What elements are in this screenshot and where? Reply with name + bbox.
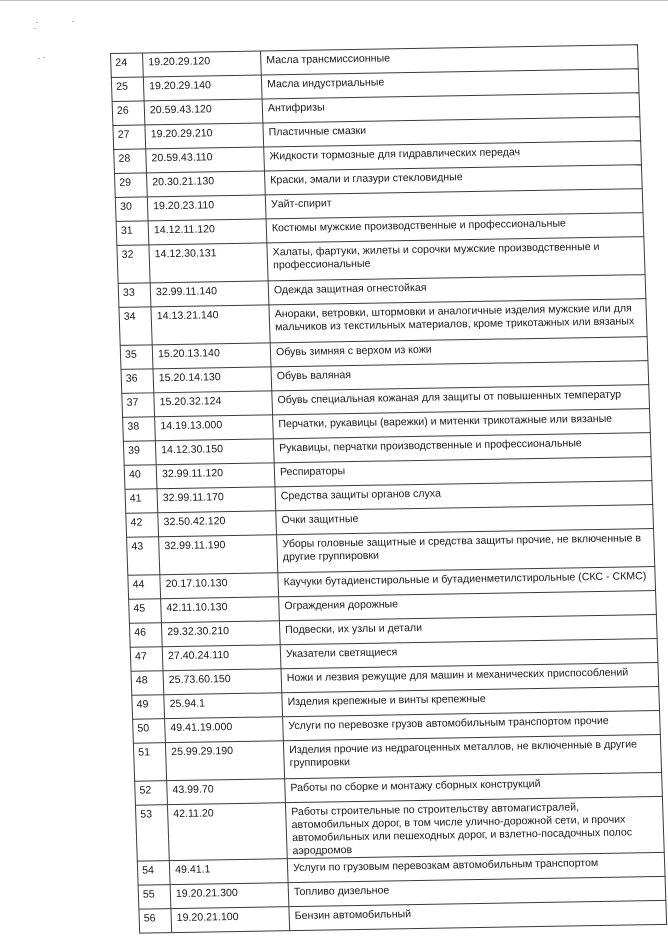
scan-speck bbox=[43, 57, 45, 58]
scan-speck bbox=[38, 58, 40, 59]
scan-speck bbox=[36, 22, 38, 23]
row-number-cell: 47 bbox=[130, 647, 163, 672]
row-number-cell: 30 bbox=[115, 197, 148, 222]
item-name-cell: Работы строительные по строительству автомагистралей, автомобильных дорог, в том числе улично-дорожной сети, и прочих автомобильных или пешеходных дорог, и взлетно-посадочных полос аэродромов bbox=[285, 796, 664, 858]
row-number-cell: 50 bbox=[133, 719, 166, 744]
okpd-code-cell: 14.13.21.140 bbox=[151, 305, 270, 345]
item-name-cell: Изделия крепежные и винты крепежные bbox=[282, 686, 660, 716]
item-name-cell: Уайт-спирит bbox=[265, 189, 643, 219]
okpd-code-cell: 42.11.20 bbox=[167, 803, 287, 861]
page-edge bbox=[0, 0, 668, 1]
row-number-cell: 45 bbox=[129, 599, 162, 624]
row-number-cell: 53 bbox=[135, 805, 169, 862]
okpd-code-cell: 43.99.70 bbox=[167, 779, 286, 805]
okpd-code-cell: 25.99.29.190 bbox=[165, 741, 284, 781]
row-number-cell: 49 bbox=[132, 695, 165, 720]
row-number-cell: 33 bbox=[118, 283, 151, 308]
row-number-cell: 44 bbox=[128, 575, 161, 600]
row-number-cell: 40 bbox=[124, 465, 157, 490]
okpd-code-cell: 14.12.11.120 bbox=[148, 219, 267, 245]
okpd-code-cell: 20.30.21.130 bbox=[146, 171, 265, 197]
okpd-code-cell: 19.20.29.210 bbox=[145, 123, 264, 149]
row-number-cell: 24 bbox=[111, 53, 144, 78]
table-row bbox=[135, 796, 664, 861]
row-number-cell: 55 bbox=[138, 885, 171, 910]
okpd-code-cell: 15.20.32.124 bbox=[154, 391, 273, 417]
okpd-code-cell: 27.40.24.110 bbox=[162, 645, 281, 671]
item-name-cell: Обувь зимняя с верхом из кожи bbox=[270, 337, 648, 367]
row-number-cell: 25 bbox=[111, 77, 144, 102]
row-number-cell: 26 bbox=[112, 101, 145, 126]
okpd-code-cell: 19.20.29.140 bbox=[143, 75, 262, 101]
row-number-cell: 35 bbox=[120, 345, 153, 370]
item-name-cell: Халаты, фартуки, жилеты и сорочки мужские производственные и профессиональные bbox=[267, 237, 645, 281]
item-name-cell: Анораки, ветровки, штормовки и аналогичные изделия мужские или для мальчиков из текстильных материалов, кроме трикотажных или вязаных bbox=[269, 299, 647, 343]
row-number-cell: 56 bbox=[139, 909, 172, 934]
row-number-cell: 54 bbox=[137, 861, 170, 886]
okpd-code-cell: 20.17.10.130 bbox=[160, 573, 279, 599]
item-name-cell: Ножи и лезвия режущие для машин и механических приспособлений bbox=[281, 662, 659, 692]
okpd-code-cell: 19.20.21.100 bbox=[171, 907, 290, 933]
row-number-cell: 36 bbox=[121, 369, 154, 394]
item-name-cell: Очки защитные bbox=[276, 505, 654, 535]
okpd-code-cell: 14.19.13.000 bbox=[155, 415, 274, 441]
table-body bbox=[111, 45, 667, 933]
row-number-cell: 27 bbox=[113, 125, 146, 150]
item-name-cell: Каучуки бутадиенстирольные и бутадиенметилстирольные (СКС - СКМС) bbox=[278, 567, 656, 597]
item-name-cell: Масла индустриальные bbox=[261, 69, 639, 99]
item-name-cell: Топливо дизельное bbox=[288, 876, 666, 906]
row-number-cell: 28 bbox=[114, 149, 147, 174]
row-number-cell: 39 bbox=[123, 441, 156, 466]
okpd-code-cell: 42.11.10.130 bbox=[161, 597, 280, 623]
item-name-cell: Услуги по перевозке грузов автомобильным транспортом прочие bbox=[283, 710, 661, 740]
row-number-cell: 41 bbox=[125, 489, 158, 514]
row-number-cell: 52 bbox=[135, 781, 168, 806]
okpd-code-cell: 32.99.11.190 bbox=[159, 535, 278, 575]
okpd-code-cell: 19.20.23.110 bbox=[147, 195, 266, 221]
item-name-cell: Рукавицы, перчатки производственные и профессиональные bbox=[273, 433, 651, 463]
item-name-cell: Указатели светящиеся bbox=[280, 639, 658, 669]
item-name-cell: Услуги по грузовым перевозкам автомобильным транспортом bbox=[287, 852, 665, 882]
row-number-cell: 37 bbox=[122, 393, 155, 418]
scan-speck bbox=[72, 21, 74, 22]
item-name-cell: Антифризы bbox=[262, 93, 640, 123]
item-name-cell: Пластичные смазки bbox=[263, 117, 641, 147]
okpd-code-cell: 20.59.43.110 bbox=[146, 147, 265, 173]
document-table-container bbox=[110, 44, 667, 933]
okpd-code-cell: 14.12.30.131 bbox=[149, 243, 268, 283]
item-name-cell: Обувь валяная bbox=[271, 361, 649, 391]
row-number-cell: 46 bbox=[129, 623, 162, 648]
item-name-cell: Масла трансмиссионные bbox=[260, 45, 638, 75]
row-number-cell: 31 bbox=[116, 221, 149, 246]
item-name-cell: Работы по сборке и монтажу сборных конструкций bbox=[285, 772, 663, 802]
row-number-cell: 48 bbox=[131, 671, 164, 696]
item-name-cell: Костюмы мужские производственные и профессиональные bbox=[266, 213, 644, 243]
row-number-cell: 51 bbox=[133, 743, 166, 782]
item-name-cell: Жидкости тормозные для гидравлических передач bbox=[264, 141, 642, 171]
okpd-code-cell: 29.32.30.210 bbox=[161, 621, 280, 647]
row-number-cell: 42 bbox=[126, 513, 159, 538]
row-number-cell: 34 bbox=[119, 307, 152, 346]
item-name-cell: Средства защиты органов слуха bbox=[275, 481, 653, 511]
okpd-code-cell: 32.99.11.140 bbox=[150, 281, 269, 307]
row-number-cell: 32 bbox=[117, 245, 150, 284]
row-number-cell: 38 bbox=[123, 417, 156, 442]
okpd-code-cell: 15.20.14.130 bbox=[153, 367, 272, 393]
item-name-cell: Обувь специальная кожаная для защиты от повышенных температур bbox=[272, 385, 650, 415]
item-name-cell: Подвески, их узлы и детали bbox=[279, 615, 657, 645]
okpd-code-cell: 49.41.19.000 bbox=[165, 717, 284, 743]
item-name-cell: Респираторы bbox=[274, 457, 652, 487]
okpd-code-cell: 14.12.30.150 bbox=[155, 439, 274, 465]
okpd-code-cell: 19.20.29.120 bbox=[143, 51, 262, 77]
item-name-cell: Уборы головные защитные и средства защиты прочие, не включенные в другие группировки bbox=[277, 529, 655, 573]
item-name-cell: Перчатки, рукавицы (варежки) и митенки трикотажные или вязаные bbox=[273, 409, 651, 439]
okpd-code-cell: 25.94.1 bbox=[164, 693, 283, 719]
okpd-code-cell: 15.20.13.140 bbox=[152, 343, 271, 369]
okpd-code-cell: 32.99.11.170 bbox=[157, 487, 276, 513]
item-name-cell: Краски, эмали и глазури стекловидные bbox=[264, 165, 642, 195]
okpd-code-cell: 32.99.11.120 bbox=[156, 463, 275, 489]
okpd-codes-table bbox=[110, 44, 667, 933]
item-name-cell: Одежда защитная огнестойкая bbox=[268, 275, 646, 305]
row-number-cell: 43 bbox=[127, 537, 160, 576]
okpd-code-cell: 19.20.21.300 bbox=[170, 883, 289, 909]
item-name-cell: Ограждения дорожные bbox=[279, 591, 657, 621]
okpd-code-cell: 20.59.43.120 bbox=[144, 99, 263, 125]
okpd-code-cell: 49.41.1 bbox=[169, 859, 288, 885]
row-number-cell: 29 bbox=[114, 173, 147, 198]
item-name-cell: Изделия прочие из недрагоценных металлов, не включенные в другие группировки bbox=[283, 734, 661, 778]
item-name-cell: Бензин автомобильный bbox=[289, 900, 667, 930]
scan-speck bbox=[34, 28, 36, 29]
okpd-code-cell: 32.50.42.120 bbox=[158, 511, 277, 537]
okpd-code-cell: 25.73.60.150 bbox=[163, 669, 282, 695]
